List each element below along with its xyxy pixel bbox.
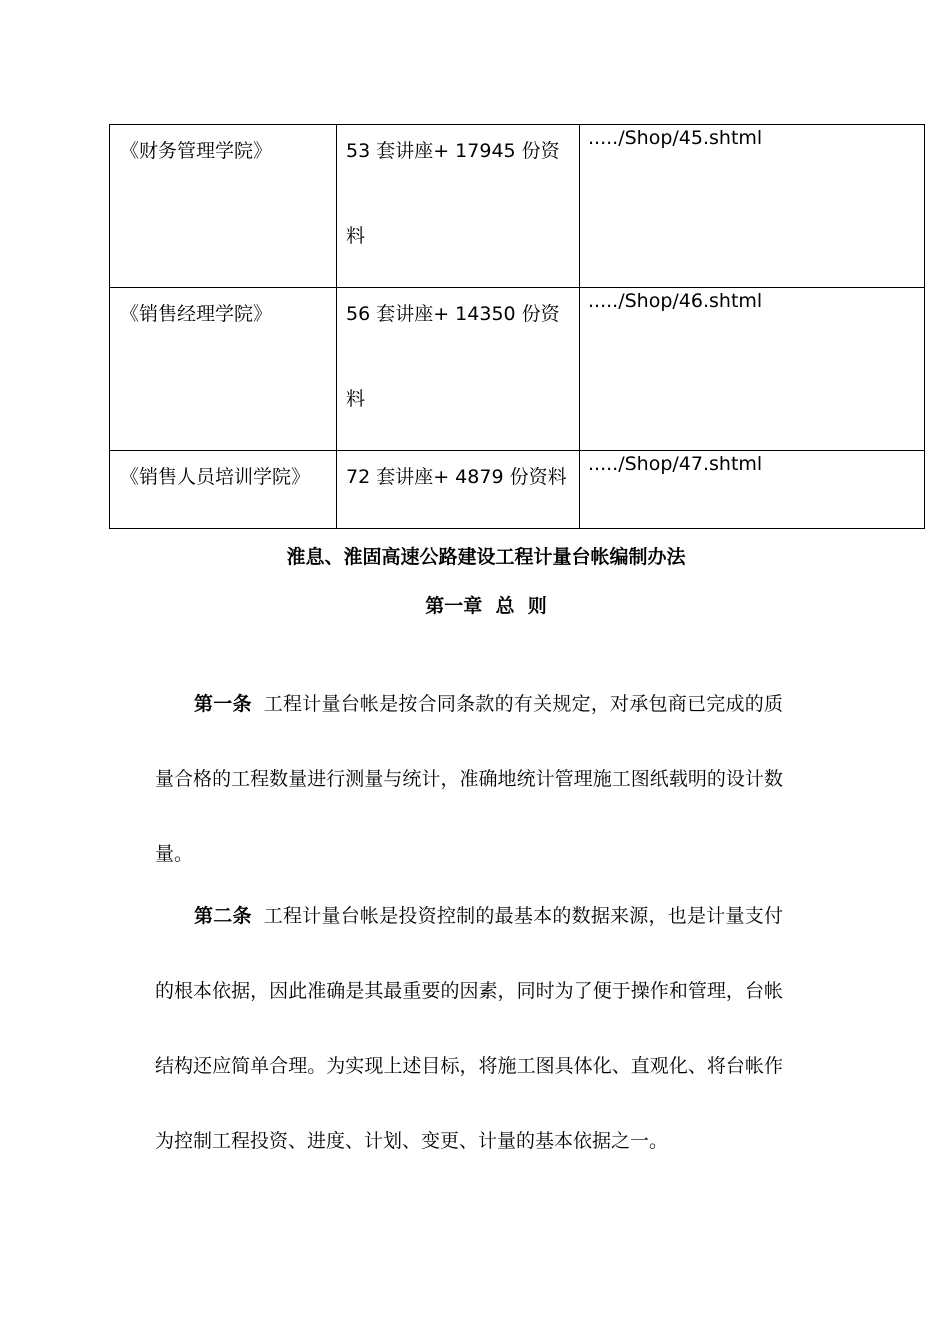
article-label: 第二条 bbox=[194, 905, 252, 927]
course-url-cell bbox=[580, 288, 925, 451]
course-name: 《销售人员培训学院》 bbox=[120, 466, 311, 488]
article-paragraph bbox=[155, 667, 783, 892]
course-count-line2: 料 bbox=[346, 225, 366, 247]
course-url-link[interactable]: ...../Shop/45.shtml bbox=[588, 127, 763, 149]
article-text: 工程计量台帐是投资控制的最基本的数据来源，也是计量支付的根本依据，因此准确是其最重要的因素，同时为了便于操作和管理，台帐结构还应简单合理。为实现上述目标，将施工图具体化、直观化、将台帐作为控制工程投资、进度、计划、变更、计量的基本依据之一。 bbox=[155, 905, 783, 1152]
course-name: 《财务管理学院》 bbox=[120, 140, 273, 162]
chapter-heading: 第一章 总 则 bbox=[425, 595, 547, 617]
course-table bbox=[109, 124, 925, 529]
course-count-cell bbox=[337, 125, 580, 288]
course-name-cell bbox=[110, 451, 337, 529]
document-title: 淮息、淮固高速公路建设工程计量台帐编制办法 bbox=[286, 546, 686, 568]
course-url-link[interactable]: ...../Shop/46.shtml bbox=[588, 290, 763, 312]
course-name-cell bbox=[110, 125, 337, 288]
course-count-cell bbox=[337, 288, 580, 451]
course-count-cell bbox=[337, 451, 580, 529]
course-url-link[interactable]: ...../Shop/47.shtml bbox=[588, 453, 763, 475]
course-count-line2: 料 bbox=[346, 388, 366, 410]
course-url-cell bbox=[580, 451, 925, 529]
article-paragraph bbox=[155, 879, 783, 1179]
article-label: 第一条 bbox=[194, 693, 252, 715]
article-text: 工程计量台帐是按合同条款的有关规定，对承包商已完成的质量合格的工程数量进行测量与统计，准确地统计管理施工图纸载明的设计数量。 bbox=[155, 693, 783, 865]
course-count-line1: 72 套讲座+ 4879 份资料 bbox=[346, 466, 567, 488]
table-row bbox=[110, 125, 925, 288]
course-count-line1: 53 套讲座+ 17945 份资 bbox=[346, 140, 560, 162]
course-count-line1: 56 套讲座+ 14350 份资 bbox=[346, 303, 560, 325]
table-row bbox=[110, 451, 925, 529]
course-name: 《销售经理学院》 bbox=[120, 303, 273, 325]
course-url-cell bbox=[580, 125, 925, 288]
table-row bbox=[110, 288, 925, 451]
course-name-cell bbox=[110, 288, 337, 451]
